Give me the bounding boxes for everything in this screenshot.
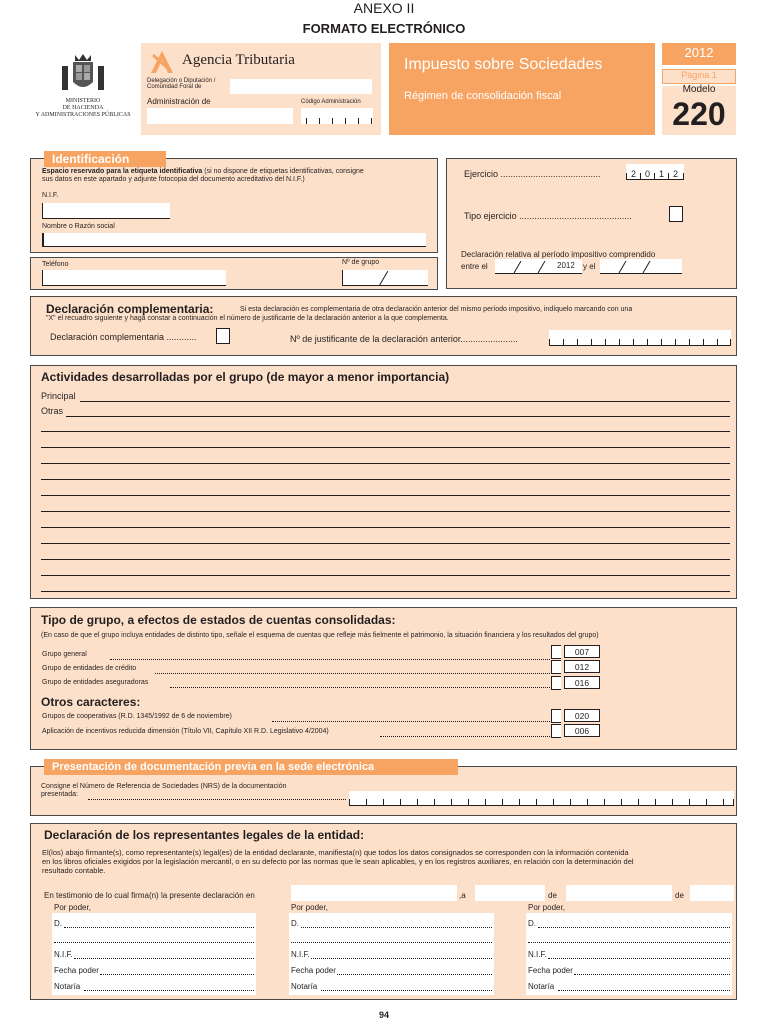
ejercicio-digit: 1 — [658, 169, 664, 179]
dot-leader — [170, 687, 550, 688]
d-label: D. — [291, 919, 299, 928]
ejercicio-field[interactable] — [626, 164, 684, 180]
otros-title: Otros caracteres: — [41, 695, 141, 709]
dot-leader — [538, 927, 730, 928]
grupo-credito-checkbox[interactable] — [551, 660, 561, 674]
lugar-field[interactable] — [291, 885, 457, 901]
code-box: 016 — [564, 676, 600, 689]
presentacion-text-2: presentada: — [41, 791, 78, 798]
periodo-label: Declaración relativa al período impositivo comprendido — [461, 250, 656, 259]
dot-leader — [64, 927, 254, 928]
grupo-field[interactable] — [342, 270, 428, 286]
presentacion-text-1: Consigne el Número de Referencia de Sociedades (NRS) de la documentación — [41, 783, 287, 790]
delegacion-label-2: Comunidad Foral de — [147, 84, 202, 90]
principal-label: Principal — [41, 391, 76, 401]
justificante-field[interactable] — [549, 330, 731, 346]
tipo-ejercicio-label: Tipo ejercicio ............................................. — [464, 211, 632, 221]
coat-of-arms-icon — [60, 52, 106, 96]
ministry-line3: Y ADMINISTRACIONES PÚBLICAS — [35, 112, 131, 118]
year-label: 2012 — [684, 45, 714, 60]
d-label: D. — [528, 919, 536, 928]
fecha-fin-field[interactable] — [600, 259, 682, 274]
nif-label: N.I.F. — [54, 950, 73, 959]
ministry-line1: MINISTERIO — [65, 98, 101, 104]
dia-field[interactable] — [475, 885, 545, 901]
otras-line[interactable] — [41, 511, 730, 512]
administracion-label: Administración de — [147, 97, 211, 106]
de-label-2: de — [675, 891, 684, 900]
telefono-label: Teléfono — [42, 261, 69, 268]
modelo-number: 220 — [672, 96, 726, 132]
nif-label: N.I.F. — [291, 950, 310, 959]
ejercicio-digit: 2 — [630, 169, 636, 179]
tipo-ejercicio-checkbox[interactable] — [669, 206, 683, 222]
reducida-dimension-checkbox[interactable] — [551, 724, 561, 738]
telefono-field[interactable] — [42, 270, 226, 286]
otras-line[interactable] — [41, 543, 730, 544]
justificante-label: Nº de justificante de la declaración anterior....................... — [290, 334, 518, 344]
por-poder-label: Por poder, — [54, 903, 91, 912]
representantes-text-1: El(los) abajo firmante(s), como representante(s) legal(es) de la entidad declarante, manifiesta(n) que todos los datos consignados se corresponden con la información contenida — [42, 848, 629, 857]
cooperativas-checkbox[interactable] — [551, 709, 561, 723]
ejercicio-digit: 2 — [672, 169, 678, 179]
otros-row-label: Aplicación de incentivos reducida dimensión (Título VII, Capítulo XII R.D. Legislativo 4/2004) — [42, 728, 329, 735]
agency-name: Agencia Tributaria — [182, 52, 295, 68]
otras-line[interactable] — [41, 559, 730, 560]
notaria-label: Notaría — [528, 982, 555, 991]
dot-leader — [337, 974, 492, 975]
page-number: 94 — [378, 1010, 389, 1020]
dot-leader — [301, 927, 492, 928]
dot-leader — [558, 990, 730, 991]
dot-leader — [311, 958, 492, 959]
dot-leader — [110, 659, 550, 660]
otras-line[interactable] — [41, 463, 730, 464]
por-poder-label: Por poder, — [291, 903, 328, 912]
complementaria-checkbox[interactable] — [216, 328, 230, 344]
tax-title: Impuesto sobre Sociedades — [404, 56, 603, 73]
tipo-grupo-note: (En caso de que el grupo incluya entidades de distinto tipo, señale el esquema de cuentas que refleje más fielmente el patrimonio, la situación financiera y los resultados del grupo) — [41, 632, 599, 639]
otras-line[interactable] — [41, 431, 730, 432]
anexo-title: ANEXO II — [353, 0, 415, 16]
representantes-text-3: resultado contable. — [42, 866, 106, 875]
code-box: 012 — [564, 660, 600, 673]
nombre-field[interactable] — [42, 233, 426, 247]
nif-label: N.I.F. — [42, 192, 59, 199]
complementaria-text-2: "X" el recuadro siguiente y haga constar a continuación el número de justificante de la declaración anterior a la que complementa. — [46, 315, 449, 322]
representantes-title: Declaración de los representantes legales de la entidad: — [44, 828, 365, 842]
tipo-grupo-row-label: Grupo de entidades aseguradoras — [42, 679, 149, 686]
d-label: D. — [54, 919, 62, 928]
y-el-label: y el — [583, 262, 596, 271]
otras-line[interactable] — [41, 591, 730, 592]
dot-leader — [84, 990, 254, 991]
dot-leader — [74, 958, 254, 959]
nif-label: N.I.F. — [528, 950, 547, 959]
administracion-field[interactable] — [147, 108, 293, 124]
por-poder-label: Por poder, — [528, 903, 565, 912]
fecha-poder-label: Fecha poder — [54, 966, 99, 975]
complementaria-text-1: Si esta declaración es complementaria de otra declaración anterior del mismo período impositivo, indíquelo marcando con una — [240, 306, 633, 313]
firma-box[interactable] — [289, 913, 494, 995]
ministry-line2: DE HACIENDA — [62, 105, 104, 111]
ejercicio-label: Ejercicio ........................................ — [464, 169, 601, 179]
dot-leader — [155, 673, 550, 674]
grupo-label: Nº de grupo — [342, 259, 380, 266]
a-label: ,a — [459, 891, 466, 900]
otras-label: Otras — [41, 406, 64, 416]
otras-line[interactable] — [41, 447, 730, 448]
fecha-inicio-field[interactable] — [495, 259, 582, 274]
grupo-general-checkbox[interactable] — [551, 645, 561, 659]
notaria-label: Notaría — [54, 982, 81, 991]
representantes-text-2: en los libros oficiales exigidos por la legislación mercantil, o en su defecto por las normas que le sean aplicables, y en los registros auxiliares, en relación con la determinación del — [42, 857, 634, 866]
identificacion-tab: Identificación — [44, 151, 166, 167]
fecha-poder-label: Fecha poder — [291, 966, 336, 975]
actividades-title: Actividades desarrolladas por el grupo (de mayor a menor importancia) — [41, 370, 450, 384]
notaria-label: Notaría — [291, 982, 318, 991]
otras-line[interactable] — [41, 495, 730, 496]
presentacion-tab: Presentación de documentación previa en la sede electrónica — [44, 759, 458, 775]
complementaria-label: Declaración complementaria ............ — [50, 332, 197, 342]
dot-leader — [548, 958, 730, 959]
firma-box[interactable] — [52, 913, 256, 995]
otros-row-label: Grupos de cooperativas (R.D. 1345/1992 de 6 de noviembre) — [42, 713, 232, 720]
dot-leader — [380, 736, 550, 737]
delegacion-label-1: Delegación o Diputación / — [147, 78, 216, 84]
code-box: 007 — [564, 645, 600, 658]
codigo-field[interactable] — [301, 108, 373, 124]
mes-field[interactable] — [566, 885, 672, 901]
otras-line[interactable] — [41, 479, 730, 480]
principal-line[interactable] — [80, 401, 730, 402]
dot-leader — [272, 721, 550, 722]
testimonio-label: En testimonio de lo cual firma(n) la presente declaración en — [44, 891, 255, 900]
tipo-grupo-row-label: Grupo de entidades de crédito — [42, 665, 137, 672]
otras-line[interactable] — [41, 527, 730, 528]
code-box: 020 — [564, 709, 600, 722]
code-box: 006 — [564, 724, 600, 737]
fecha-inicio-year: 2012 — [557, 261, 575, 270]
nif-field[interactable] — [42, 203, 170, 219]
complementaria-title: Declaración complementaria: — [46, 302, 214, 316]
agency-logo-icon — [149, 49, 175, 75]
grupo-aseguradoras-checkbox[interactable] — [551, 676, 561, 690]
dot-leader — [100, 974, 254, 975]
nrs-field[interactable] — [349, 791, 734, 806]
dot-leader — [321, 990, 492, 991]
tipo-grupo-row-label: Grupo general — [42, 651, 87, 658]
dot-leader — [291, 942, 492, 943]
dot-leader — [528, 942, 730, 943]
dot-leader — [88, 799, 346, 800]
etiqueta-label-2: sus datos en este apartado y adjunte fotocopia del documento acreditativo del N.I.F.) — [42, 176, 305, 183]
etiqueta-label: Espacio reservado para la etiqueta identificativa (si no dispone de etiquetas identificativas, consigne — [42, 168, 364, 175]
otras-line[interactable] — [66, 416, 730, 417]
formato-title: FORMATO ELECTRÓNICO — [302, 21, 466, 36]
firma-box[interactable] — [526, 913, 732, 995]
delegacion-field[interactable] — [230, 79, 372, 94]
de-label-1: de — [548, 891, 557, 900]
ejercicio-digit: 0 — [644, 169, 650, 179]
fecha-poder-label: Fecha poder — [528, 966, 573, 975]
nombre-label: Nombre o Razón social — [42, 223, 115, 230]
entre-label: entre el — [461, 262, 488, 271]
otras-line[interactable] — [41, 575, 730, 576]
modelo-label: Modelo — [682, 84, 716, 95]
tipo-grupo-title: Tipo de grupo, a efectos de estados de cuentas consolidadas: — [41, 613, 396, 627]
dot-leader — [54, 942, 254, 943]
dot-leader — [574, 974, 730, 975]
page-label: Página 1 — [681, 70, 717, 80]
anio-field[interactable] — [690, 885, 734, 901]
codigo-label: Código Administración — [301, 99, 361, 105]
tax-subtitle: Régimen de consolidación fiscal — [404, 90, 562, 102]
